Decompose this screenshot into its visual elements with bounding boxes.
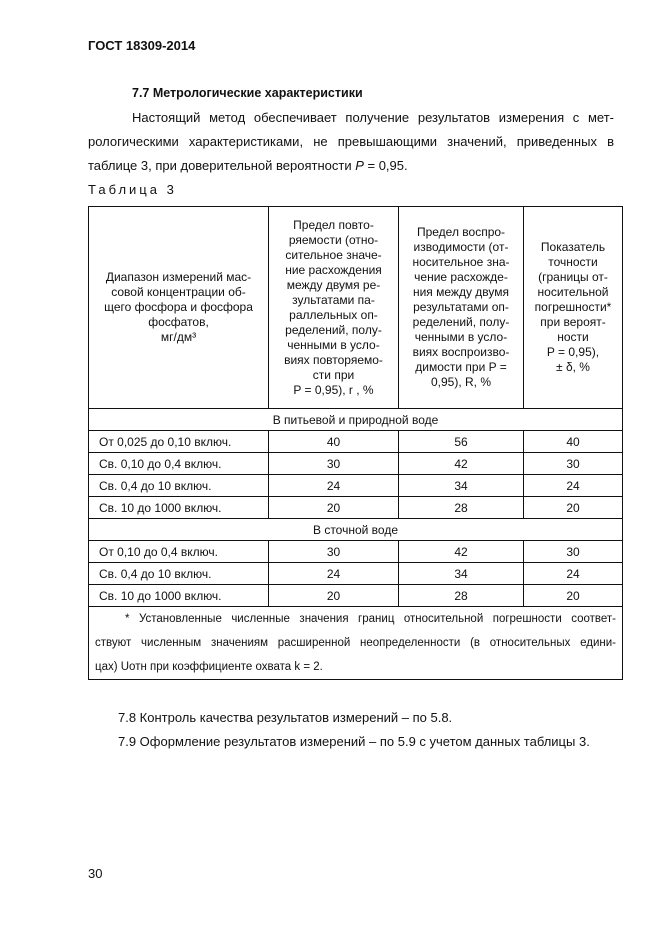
- table-footnote: [89, 607, 623, 680]
- intro-line-3-prefix: таблице 3, при доверительной вероятности: [88, 158, 356, 173]
- table-row: [89, 585, 623, 607]
- value-cell: 28: [399, 497, 524, 519]
- header-line: раллельных оп-: [289, 307, 378, 322]
- range-cell: Св. 10 до 1000 включ.: [89, 585, 269, 607]
- value-cell: 20: [524, 585, 623, 607]
- header-line: сти при: [312, 367, 355, 382]
- footnote-line: * Установленные численные значения границ относительной погрешности соответ-: [125, 613, 616, 625]
- header-line: ределений, полу-: [412, 315, 510, 329]
- header-line: ченными в усло-: [414, 330, 508, 344]
- table-row: [89, 453, 623, 475]
- header-line: ченными в усло-: [287, 337, 380, 352]
- header-line: результатами оп-: [413, 300, 509, 314]
- section-7-8: [88, 710, 614, 725]
- range-cell: Св. 0,4 до 10 включ.: [89, 563, 269, 585]
- range-cell: От 0,025 до 0,10 включ.: [89, 431, 269, 453]
- header-line: Показатель: [540, 240, 606, 254]
- intro-line-3: [88, 154, 614, 178]
- probability-symbol: P: [355, 158, 364, 173]
- header-line: чение расхожде-: [414, 270, 508, 284]
- header-line: виях воспроизво-: [412, 345, 510, 359]
- header-line: димости при P =: [415, 360, 507, 374]
- header-range: [89, 207, 269, 409]
- header-line: ределений, полу-: [285, 322, 382, 337]
- value-cell: 20: [269, 497, 399, 519]
- value-cell: 30: [524, 541, 623, 563]
- section-7-8-text: 7.8 Контроль качества результатов измерений – по 5.8.: [118, 710, 453, 725]
- header-line: (границы от-: [538, 270, 608, 284]
- table-row: [89, 475, 623, 497]
- header-line: P = 0,95),: [546, 345, 600, 359]
- table-row: [89, 541, 623, 563]
- intro-line-2: рологическими характеристиками, не превышающими значений, приведенных в: [88, 134, 614, 149]
- group-header-drinking-water: В питьевой и природной воде: [89, 409, 623, 431]
- range-cell: Св. 0,10 до 0,4 включ.: [89, 453, 269, 475]
- value-cell: 24: [269, 475, 399, 497]
- intro-line-3-suffix: = 0,95.: [363, 158, 408, 173]
- value-cell: 24: [524, 475, 623, 497]
- header-line: между двумя ре-: [286, 277, 381, 292]
- value-cell: 42: [399, 541, 524, 563]
- range-cell: От 0,10 до 0,4 включ.: [89, 541, 269, 563]
- page-number: 30: [88, 866, 103, 881]
- header-line: при вероят-: [540, 315, 606, 329]
- value-cell: 24: [269, 563, 399, 585]
- section-title: 7.7 Метрологические характеристики: [132, 86, 363, 100]
- header-line: фосфатов,: [148, 315, 209, 329]
- header-line: совой концентрации об-: [111, 285, 246, 299]
- value-cell: 24: [524, 563, 623, 585]
- value-cell: 20: [269, 585, 399, 607]
- header-repeatability: [269, 207, 399, 409]
- value-cell: 56: [399, 431, 524, 453]
- value-cell: 40: [524, 431, 623, 453]
- header-line: сительное значе-: [285, 247, 382, 262]
- header-line: мг/дм³: [160, 330, 197, 344]
- header-line: погрешности*: [534, 300, 612, 314]
- section-7-9-text: 7.9 Оформление результатов измерений – по 5.9 с учетом данных таблицы 3.: [118, 734, 590, 749]
- table-caption: Таблица 3: [88, 182, 177, 197]
- intro-paragraph: [88, 106, 614, 178]
- table-row: [89, 497, 623, 519]
- footnote-line: цах) Uотн при коэффициенте охвата k = 2.: [95, 661, 323, 673]
- header-line: 0,95), R, %: [430, 375, 492, 389]
- value-cell: 34: [399, 475, 524, 497]
- header-line: Предел повто-: [293, 217, 374, 232]
- intro-line-1: Настоящий метод обеспечивает получение результатов измерения с мет-: [132, 110, 614, 125]
- header-line: Предел воспро-: [416, 225, 506, 239]
- header-line: зультатами па-: [292, 292, 375, 307]
- header-line: изводимости (от-: [413, 240, 509, 254]
- header-line: точности: [548, 255, 598, 269]
- header-line: виях повторяемо-: [284, 352, 383, 367]
- header-reproducibility: [399, 207, 524, 409]
- header-line: носительной: [537, 285, 609, 299]
- header-line: ния между двумя: [412, 285, 510, 299]
- header-accuracy: [524, 207, 623, 409]
- value-cell: 30: [269, 541, 399, 563]
- value-cell: 42: [399, 453, 524, 475]
- table-row: [89, 431, 623, 453]
- metrology-table: [88, 206, 623, 680]
- value-cell: 40: [269, 431, 399, 453]
- section-7-9: [88, 734, 614, 749]
- header-line: носительное зна-: [412, 255, 510, 269]
- value-cell: 20: [524, 497, 623, 519]
- value-cell: 34: [399, 563, 524, 585]
- header-line: щего фосфора и фосфора: [104, 300, 253, 314]
- value-cell: 28: [399, 585, 524, 607]
- range-cell: Св. 10 до 1000 включ.: [89, 497, 269, 519]
- value-cell: 30: [269, 453, 399, 475]
- table-row: [89, 563, 623, 585]
- footnote-line: ствуют численным значениям расширенной неопределенности (в относительных едини-: [95, 637, 616, 649]
- header-line: ности: [557, 330, 589, 344]
- header-line: P = 0,95), r , %: [293, 382, 374, 397]
- value-cell: 30: [524, 453, 623, 475]
- document-header: ГОСТ 18309-2014: [88, 38, 196, 53]
- header-line: ние расхождения: [285, 262, 382, 277]
- header-line: Диапазон измерений мас-: [105, 270, 252, 284]
- group-header-wastewater: В сточной воде: [89, 519, 623, 541]
- header-line: ± δ, %: [556, 360, 590, 374]
- header-line: ряемости (отно-: [288, 232, 379, 247]
- range-cell: Св. 0,4 до 10 включ.: [89, 475, 269, 497]
